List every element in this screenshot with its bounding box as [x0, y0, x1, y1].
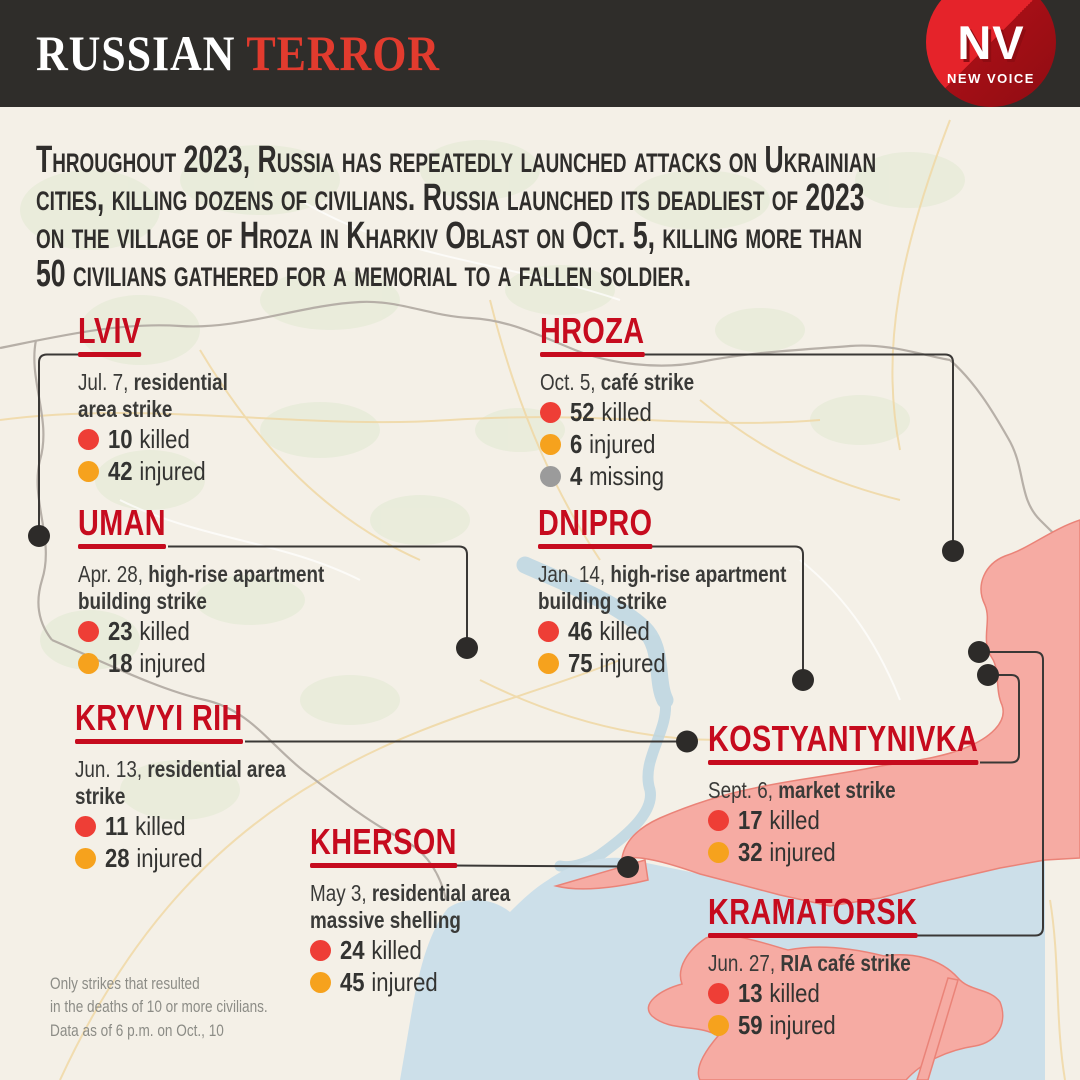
stat-value: 13: [738, 978, 763, 1008]
killed-dot-icon: [78, 621, 99, 642]
title-underline: [708, 760, 978, 765]
page-title: [36, 27, 440, 79]
map-dot-kherson: [617, 856, 639, 878]
title-underline: [78, 544, 166, 549]
intro-line-2: cities, killing dozens of civilians. Russia launched its deadliest of 2023: [36, 177, 865, 219]
stat-label: killed: [371, 935, 422, 965]
injured-dot-icon: [708, 842, 729, 863]
strike-date: Apr. 28,: [78, 561, 144, 587]
stats: [708, 804, 1068, 868]
title-underline: [78, 352, 141, 357]
injured-dot-icon: [78, 653, 99, 674]
missing-dot-icon: [540, 466, 561, 487]
stat-label: killed: [769, 978, 820, 1008]
city-title: LVIV: [78, 310, 142, 351]
title-word-terror: TERROR: [246, 25, 440, 81]
stats: [540, 396, 960, 492]
footnote-line-2: in the deaths of 10 or more civilians.: [50, 997, 268, 1016]
stat-value: 17: [738, 805, 763, 835]
stat-value: 52: [570, 397, 595, 427]
stat-label: injured: [139, 648, 206, 678]
stat-label: killed: [135, 811, 186, 841]
stat-value: 46: [568, 616, 593, 646]
killed-dot-icon: [538, 621, 559, 642]
killed-dot-icon: [78, 429, 99, 450]
stat-value: 24: [340, 935, 365, 965]
injured-dot-icon: [708, 1015, 729, 1036]
strike-desc: [540, 369, 884, 396]
stat-injured: [78, 455, 290, 487]
city-title-wrap: [310, 821, 457, 868]
title-underline: [540, 352, 644, 357]
stat-label: injured: [589, 429, 656, 459]
stat-killed: [708, 804, 1068, 836]
stat-value: 18: [108, 648, 133, 678]
stat-value: 42: [108, 456, 133, 486]
city-title-wrap: [540, 310, 645, 357]
stat-label: killed: [599, 616, 650, 646]
stats: [708, 977, 1068, 1041]
strike-type: market strike: [778, 777, 896, 803]
city-title-wrap: [78, 502, 166, 549]
stat-value: 11: [105, 811, 129, 841]
data-note: Data as of 6 p.m. on Oct., 10: [50, 1021, 224, 1040]
strike-type: residential area strike: [75, 756, 286, 809]
city-title-wrap: [78, 310, 142, 357]
map-dot-uman: [456, 637, 478, 659]
intro-line-3: on the village of Hroza in Kharkiv Oblast on Oct. 5, killing more than: [36, 215, 862, 257]
stat-label: killed: [139, 424, 190, 454]
stat-value: 45: [340, 967, 365, 997]
stat-value: 4: [570, 461, 583, 491]
stat-injured: [708, 1009, 1068, 1041]
map-dot-kostyantynivka: [977, 664, 999, 686]
strike-desc: [538, 561, 788, 615]
callout-kherson: [310, 821, 608, 998]
city-title: UMAN: [78, 502, 166, 543]
title-underline: [310, 863, 457, 868]
map-dot-kramatorsk: [968, 641, 990, 663]
map-dot-lviv: [28, 525, 50, 547]
stat-injured: [708, 836, 1068, 868]
city-title: KHERSON: [310, 821, 457, 862]
intro-line-1: Throughout 2023, Russia has repeatedly launched attacks on Ukrainian: [36, 139, 877, 181]
injured-dot-icon: [538, 653, 559, 674]
strike-date: Jun. 13,: [75, 756, 143, 782]
strike-date: Oct. 5,: [540, 369, 596, 395]
logo-name: NEW VOICE: [947, 71, 1035, 86]
intro-paragraph: [36, 141, 876, 293]
stat-killed: [78, 615, 423, 647]
city-title: HROZA: [540, 310, 645, 351]
stat-label: injured: [371, 967, 438, 997]
footnote-line-1: Only strikes that resulted: [50, 974, 200, 993]
stats: [310, 934, 608, 998]
stat-missing: [540, 460, 960, 492]
title-word-russian: RUSSIAN: [36, 25, 236, 81]
strike-type: high-rise apartment building strike: [538, 561, 787, 614]
killed-dot-icon: [75, 816, 96, 837]
city-title: KRAMATORSK: [708, 891, 918, 932]
header-bar: [0, 0, 1080, 107]
city-title-wrap: [708, 891, 918, 938]
stat-label: missing: [589, 461, 665, 491]
strike-date: May 3,: [310, 880, 367, 906]
callout-dnipro: [538, 502, 843, 679]
callout-kramatorsk: [708, 891, 1068, 1041]
city-title-wrap: [75, 697, 243, 744]
strike-desc: [78, 561, 361, 615]
killed-dot-icon: [310, 940, 331, 961]
strike-type: high-rise apartment building strike: [78, 561, 325, 614]
stat-injured: [540, 428, 960, 460]
injured-dot-icon: [78, 461, 99, 482]
stats: [538, 615, 843, 679]
injured-dot-icon: [75, 848, 96, 869]
injured-dot-icon: [540, 434, 561, 455]
strike-desc: [708, 950, 1003, 977]
map-dot-kryvyi-rih: [676, 731, 698, 753]
city-title-wrap: [708, 718, 979, 765]
stat-value: 75: [568, 648, 593, 678]
intro-line-4: 50 civilians gathered for a memorial to a fallen soldier.: [36, 253, 692, 295]
strike-type: residential area massive shelling: [310, 880, 511, 933]
footnote: [50, 972, 268, 1018]
callout-lviv: [78, 310, 290, 487]
callout-uman: [78, 502, 423, 679]
title-underline: [538, 544, 652, 549]
stat-value: 10: [108, 424, 133, 454]
stat-label: injured: [769, 1010, 836, 1040]
strike-type: RIA café strike: [780, 950, 911, 976]
killed-dot-icon: [708, 983, 729, 1004]
stat-value: 59: [738, 1010, 763, 1040]
stats: [78, 615, 423, 679]
strike-date: Jan. 14,: [538, 561, 606, 587]
stat-killed: [708, 977, 1068, 1009]
strike-type: residential area strike: [78, 369, 228, 422]
stat-value: 23: [108, 616, 133, 646]
strike-date: Jun. 27,: [708, 950, 776, 976]
stat-killed: [538, 615, 843, 647]
stat-label: injured: [139, 456, 206, 486]
stat-killed: [78, 423, 290, 455]
callout-hroza: [540, 310, 960, 492]
stat-label: injured: [136, 843, 203, 873]
injured-dot-icon: [310, 972, 331, 993]
strike-desc: [75, 756, 325, 810]
logo-initials: NV: [957, 16, 1025, 69]
killed-dot-icon: [540, 402, 561, 423]
strike-desc: [708, 777, 1003, 804]
city-title: KOSTYANTYNIVKA: [708, 718, 979, 759]
stat-label: killed: [769, 805, 820, 835]
stat-value: 6: [570, 429, 583, 459]
callout-kostyantynivka: [708, 718, 1068, 868]
strike-type: café strike: [600, 369, 695, 395]
stat-value: 32: [738, 837, 763, 867]
city-title: DNIPRO: [538, 502, 653, 543]
stat-killed: [540, 396, 960, 428]
stat-label: killed: [139, 616, 190, 646]
city-title-wrap: [538, 502, 653, 549]
stat-injured: [78, 647, 423, 679]
killed-dot-icon: [708, 810, 729, 831]
title-underline: [75, 739, 243, 744]
stat-label: injured: [599, 648, 666, 678]
strike-desc: [78, 369, 252, 423]
stat-injured: [538, 647, 843, 679]
city-title: KRYVYI RIH: [75, 697, 243, 738]
stat-injured: [310, 966, 608, 998]
stats: [78, 423, 290, 487]
map-dot-hroza: [942, 540, 964, 562]
stat-value: 28: [105, 843, 130, 873]
strike-date: Jul. 7,: [78, 369, 129, 395]
title-underline: [708, 933, 917, 938]
stat-killed: [310, 934, 608, 966]
strike-desc: [310, 880, 554, 934]
strike-date: Sept. 6,: [708, 777, 774, 803]
stat-label: killed: [601, 397, 652, 427]
stat-label: injured: [769, 837, 836, 867]
